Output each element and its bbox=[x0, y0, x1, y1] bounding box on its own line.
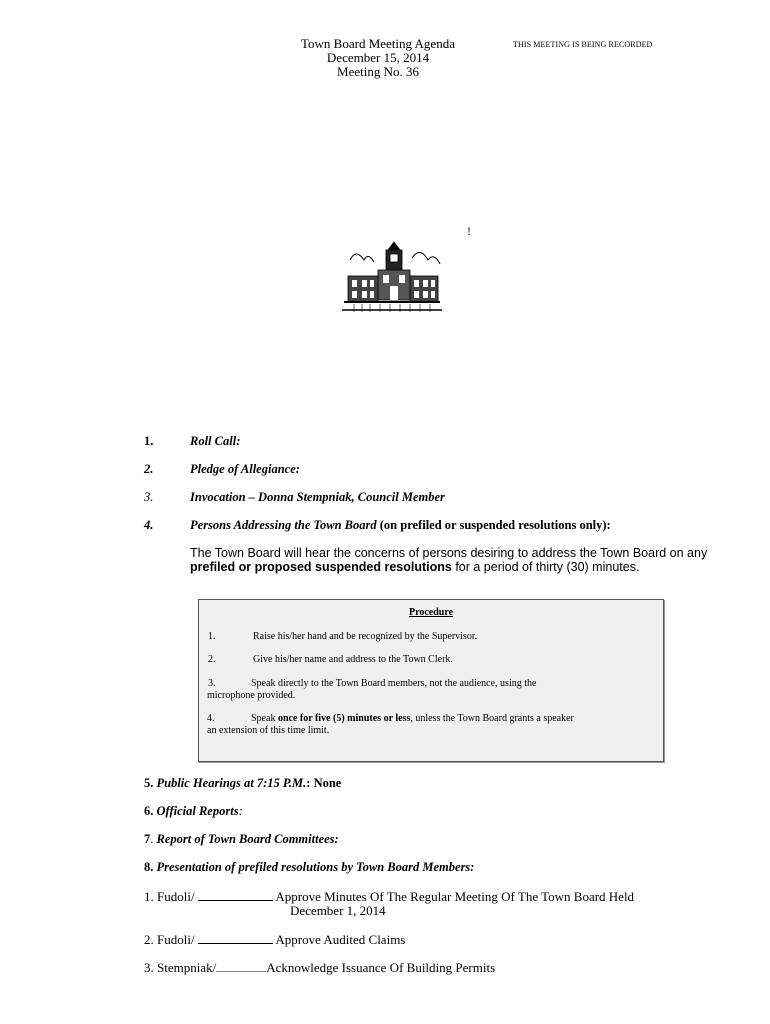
item-number: 3. bbox=[144, 490, 154, 504]
procedure-step-number: 3. bbox=[208, 678, 216, 689]
town-hall-drawing-icon bbox=[340, 240, 444, 314]
item-number: 2. bbox=[144, 462, 154, 476]
agenda-item-committees: 7. Report of Town Board Committees: bbox=[144, 832, 339, 846]
agenda-item-persons-addressing bbox=[144, 518, 724, 533]
resolution-number: 3. bbox=[144, 960, 154, 975]
resolution-number: 2. bbox=[144, 932, 154, 947]
item-title: Roll Call: bbox=[190, 434, 241, 448]
sponsor-blank bbox=[198, 931, 273, 944]
item-title: Pledge of Allegiance: bbox=[190, 462, 300, 476]
procedure-box bbox=[198, 599, 664, 762]
resolution-1 bbox=[144, 888, 634, 905]
resolution-3 bbox=[144, 959, 495, 976]
agenda-item-invocation bbox=[144, 490, 704, 505]
item-title: Persons Addressing the Town Board bbox=[190, 518, 377, 532]
procedure-step-text-cont: an extension of this time limit. bbox=[207, 725, 330, 736]
sponsor-blank bbox=[216, 959, 266, 972]
agenda-item-roll-call bbox=[144, 434, 704, 449]
agenda-title: Town Board Meeting Agenda bbox=[301, 36, 455, 51]
meeting-number: Meeting No. 36 bbox=[337, 64, 419, 79]
resolution-1-cont: December 1, 2014 bbox=[290, 903, 386, 918]
recording-notice: THIS MEETING IS BEING RECORDED bbox=[513, 40, 653, 49]
sponsor-blank bbox=[198, 888, 273, 901]
item-title: Invocation – Donna Stempniak, Council Member bbox=[190, 490, 445, 504]
procedure-title: Procedure bbox=[408, 607, 454, 618]
procedure-step-text: Give his/her name and address to the Town Clerk. bbox=[253, 654, 453, 665]
meeting-date: December 15, 2014 bbox=[326, 50, 430, 65]
address-paragraph: The Town Board will hear the concerns of persons desiring to address the Town Board on any prefiled or proposed suspended resolutions for a period of thirty (30) minutes. bbox=[190, 546, 708, 574]
resolution-2 bbox=[144, 931, 405, 948]
item-suffix: (on prefiled or suspended resolutions only): bbox=[376, 518, 611, 532]
agenda-item-official-reports: 6. Official Reports: bbox=[144, 804, 243, 818]
paragraph-emphasis: prefiled or proposed suspended resolutions bbox=[190, 560, 452, 574]
resolution-text: Approve Minutes Of The Regular Meeting Of The Town Board Held bbox=[275, 889, 635, 904]
agenda-item-resolutions: 8. Presentation of prefiled resolutions by Town Board Members: bbox=[144, 860, 475, 874]
agenda-item-public-hearings: 5. Public Hearings at 7:15 P.M.: None bbox=[144, 776, 342, 790]
procedure-step-number: 2. bbox=[208, 654, 216, 665]
stray-mark: ! bbox=[467, 224, 471, 238]
agenda-item-pledge bbox=[144, 462, 704, 477]
resolution-text: Approve Audited Claims bbox=[275, 932, 406, 947]
resolution-sponsor: Stempniak/ bbox=[157, 960, 217, 975]
resolution-sponsor: Fudoli/ bbox=[157, 889, 195, 904]
procedure-step-text: Speak once for five (5) minutes or less, unless the Town Board grants a speaker bbox=[251, 713, 574, 724]
procedure-step-number: 1. bbox=[208, 631, 216, 642]
resolution-sponsor: Fudoli/ bbox=[157, 932, 195, 947]
resolution-number: 1. bbox=[144, 889, 154, 904]
procedure-step-text: Raise his/her hand and be recognized by the Supervisor. bbox=[253, 631, 478, 642]
resolution-text: Acknowledge Issuance Of Building Permits bbox=[266, 960, 496, 975]
item-number: 4. bbox=[144, 518, 154, 532]
item-number: 1. bbox=[144, 434, 154, 448]
procedure-step-number: 4. bbox=[207, 713, 215, 724]
procedure-step-text: Speak directly to the Town Board members, not the audience, using the bbox=[251, 678, 537, 689]
procedure-step-text-cont: microphone provided. bbox=[207, 690, 296, 701]
